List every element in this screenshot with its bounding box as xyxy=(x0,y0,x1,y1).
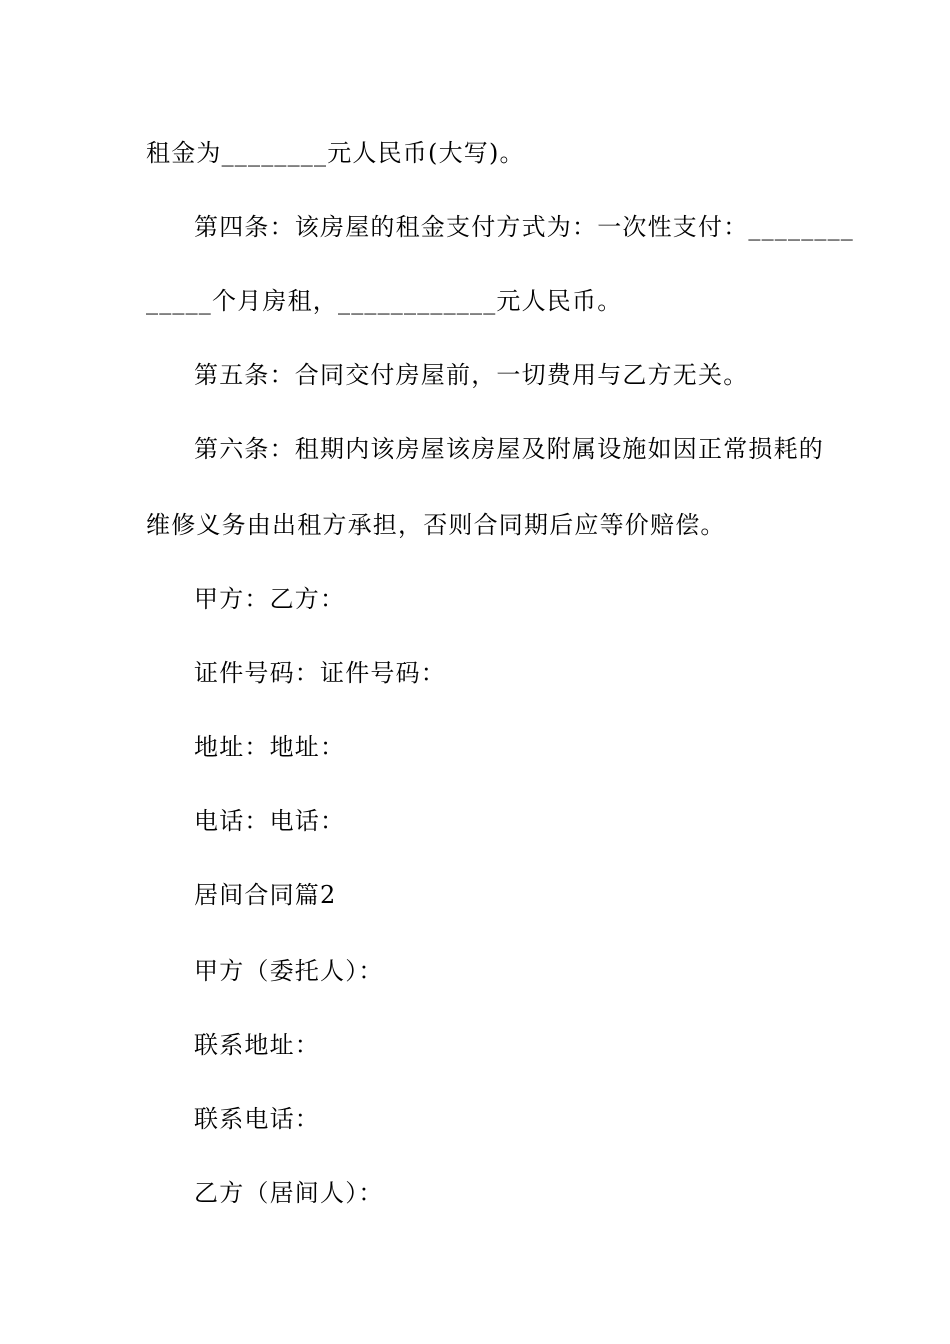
text-line-party-b: 乙方（居间人）： xyxy=(194,1179,384,1207)
text-line-id-numbers: 证件号码：证件号码： xyxy=(194,659,446,687)
text-line-rent-amount: 租金为________元人民币(大写)。 xyxy=(146,139,525,167)
text-line-article-4: 第四条：该房屋的租金支付方式为：一次性支付：________ xyxy=(194,213,854,241)
text-line-article-5: 第五条：合同交付房屋前，一切费用与乙方无关。 xyxy=(194,361,749,389)
text-line-contact-phone: 联系电话： xyxy=(194,1105,320,1133)
section-heading: 居间合同篇2 xyxy=(194,881,337,909)
text-line-parties: 甲方：乙方： xyxy=(194,585,346,613)
text-line-article-6: 第六条：租期内该房屋该房屋及附属设施如因正常损耗的 xyxy=(194,435,824,463)
text-line-article-6-cont: 维修义务由出租方承担，否则合同期后应等价赔偿。 xyxy=(146,511,726,539)
text-line-contact-address: 联系地址： xyxy=(194,1031,320,1059)
text-line-addresses: 地址：地址： xyxy=(194,733,346,761)
text-line-article-4-cont: _____个月房租，____________元人民币。 xyxy=(146,287,623,315)
text-line-party-a: 甲方（委托人）： xyxy=(194,957,384,985)
text-line-phones: 电话：电话： xyxy=(194,807,346,835)
